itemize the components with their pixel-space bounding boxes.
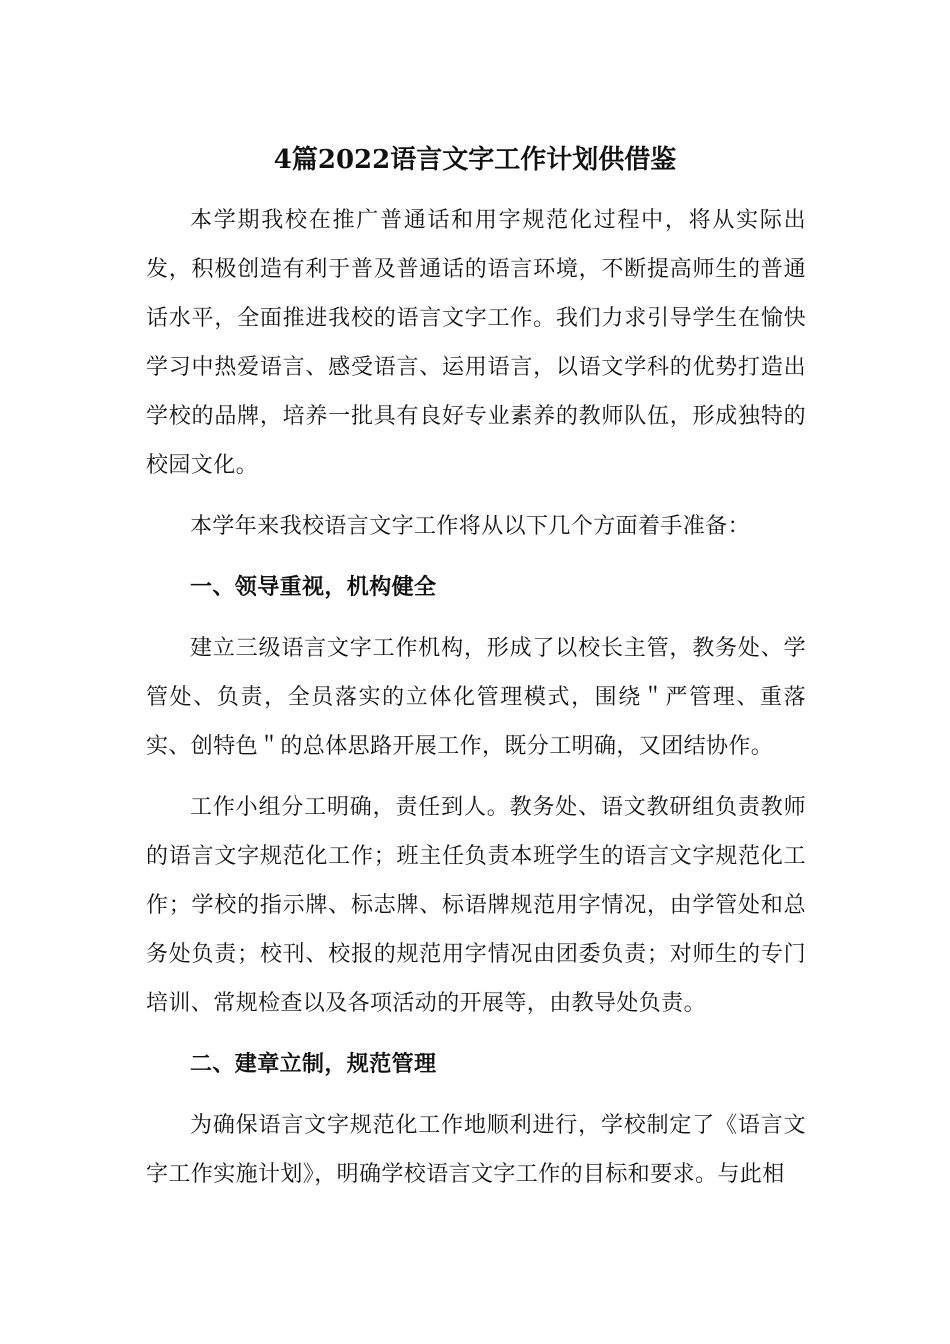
- document-body: [146, 196, 806, 1211]
- paragraph-overview: 本学年来我校语言文字工作将从以下几个方面着手准备：: [190, 514, 751, 539]
- document-title: 4篇2022语言文字工作计划供借鉴: [273, 145, 677, 175]
- section-heading-1: 一、领导重视，机构健全: [190, 574, 437, 600]
- paragraph-intro: 本学期我校在推广普通话和用字规范化过程中，将从实际出发，积极创造有利于普及普通话的语言环境，不断提高师生的普通话水平，全面推进我校的语言文字工作。我们力求引导学生在愉快学习中热爱语言、感受语言、运用语言，以语文学科的优势打造出学校的品牌，培养一批具有良好专业素养的教师队伍，形成独特的校园文化。: [146, 208, 806, 478]
- section-heading-2: 二、建章立制，规范管理: [190, 1051, 437, 1077]
- paragraph-organization: 建立三级语言文字工作机构，形成了以校长主管，教务处、学管处、负责，全员落实的立体化管理模式，围绕＂严管理、重落实、创特色＂的总体思路开展工作，既分工明确，又团结协作。: [146, 636, 806, 759]
- paragraph-responsibilities: 工作小组分工明确，责任到人。教务处、语文教研组负责教师的语言文字规范化工作；班主任负责本班学生的语言文字规范化工作；学校的指示牌、标志牌、标语牌规范用字情况，由学管处和总务处负责；校刊、校报的规范用字情况由团委负责；对师生的专门培训、常规检查以及各项活动的开展等，由教导处负责。: [146, 795, 806, 1016]
- paragraph-rules: 为确保语言文字规范化工作地顺利进行，学校制定了《语言文字工作实施计划》，明确学校语言文字工作的目标和要求。与此相: [146, 1113, 806, 1187]
